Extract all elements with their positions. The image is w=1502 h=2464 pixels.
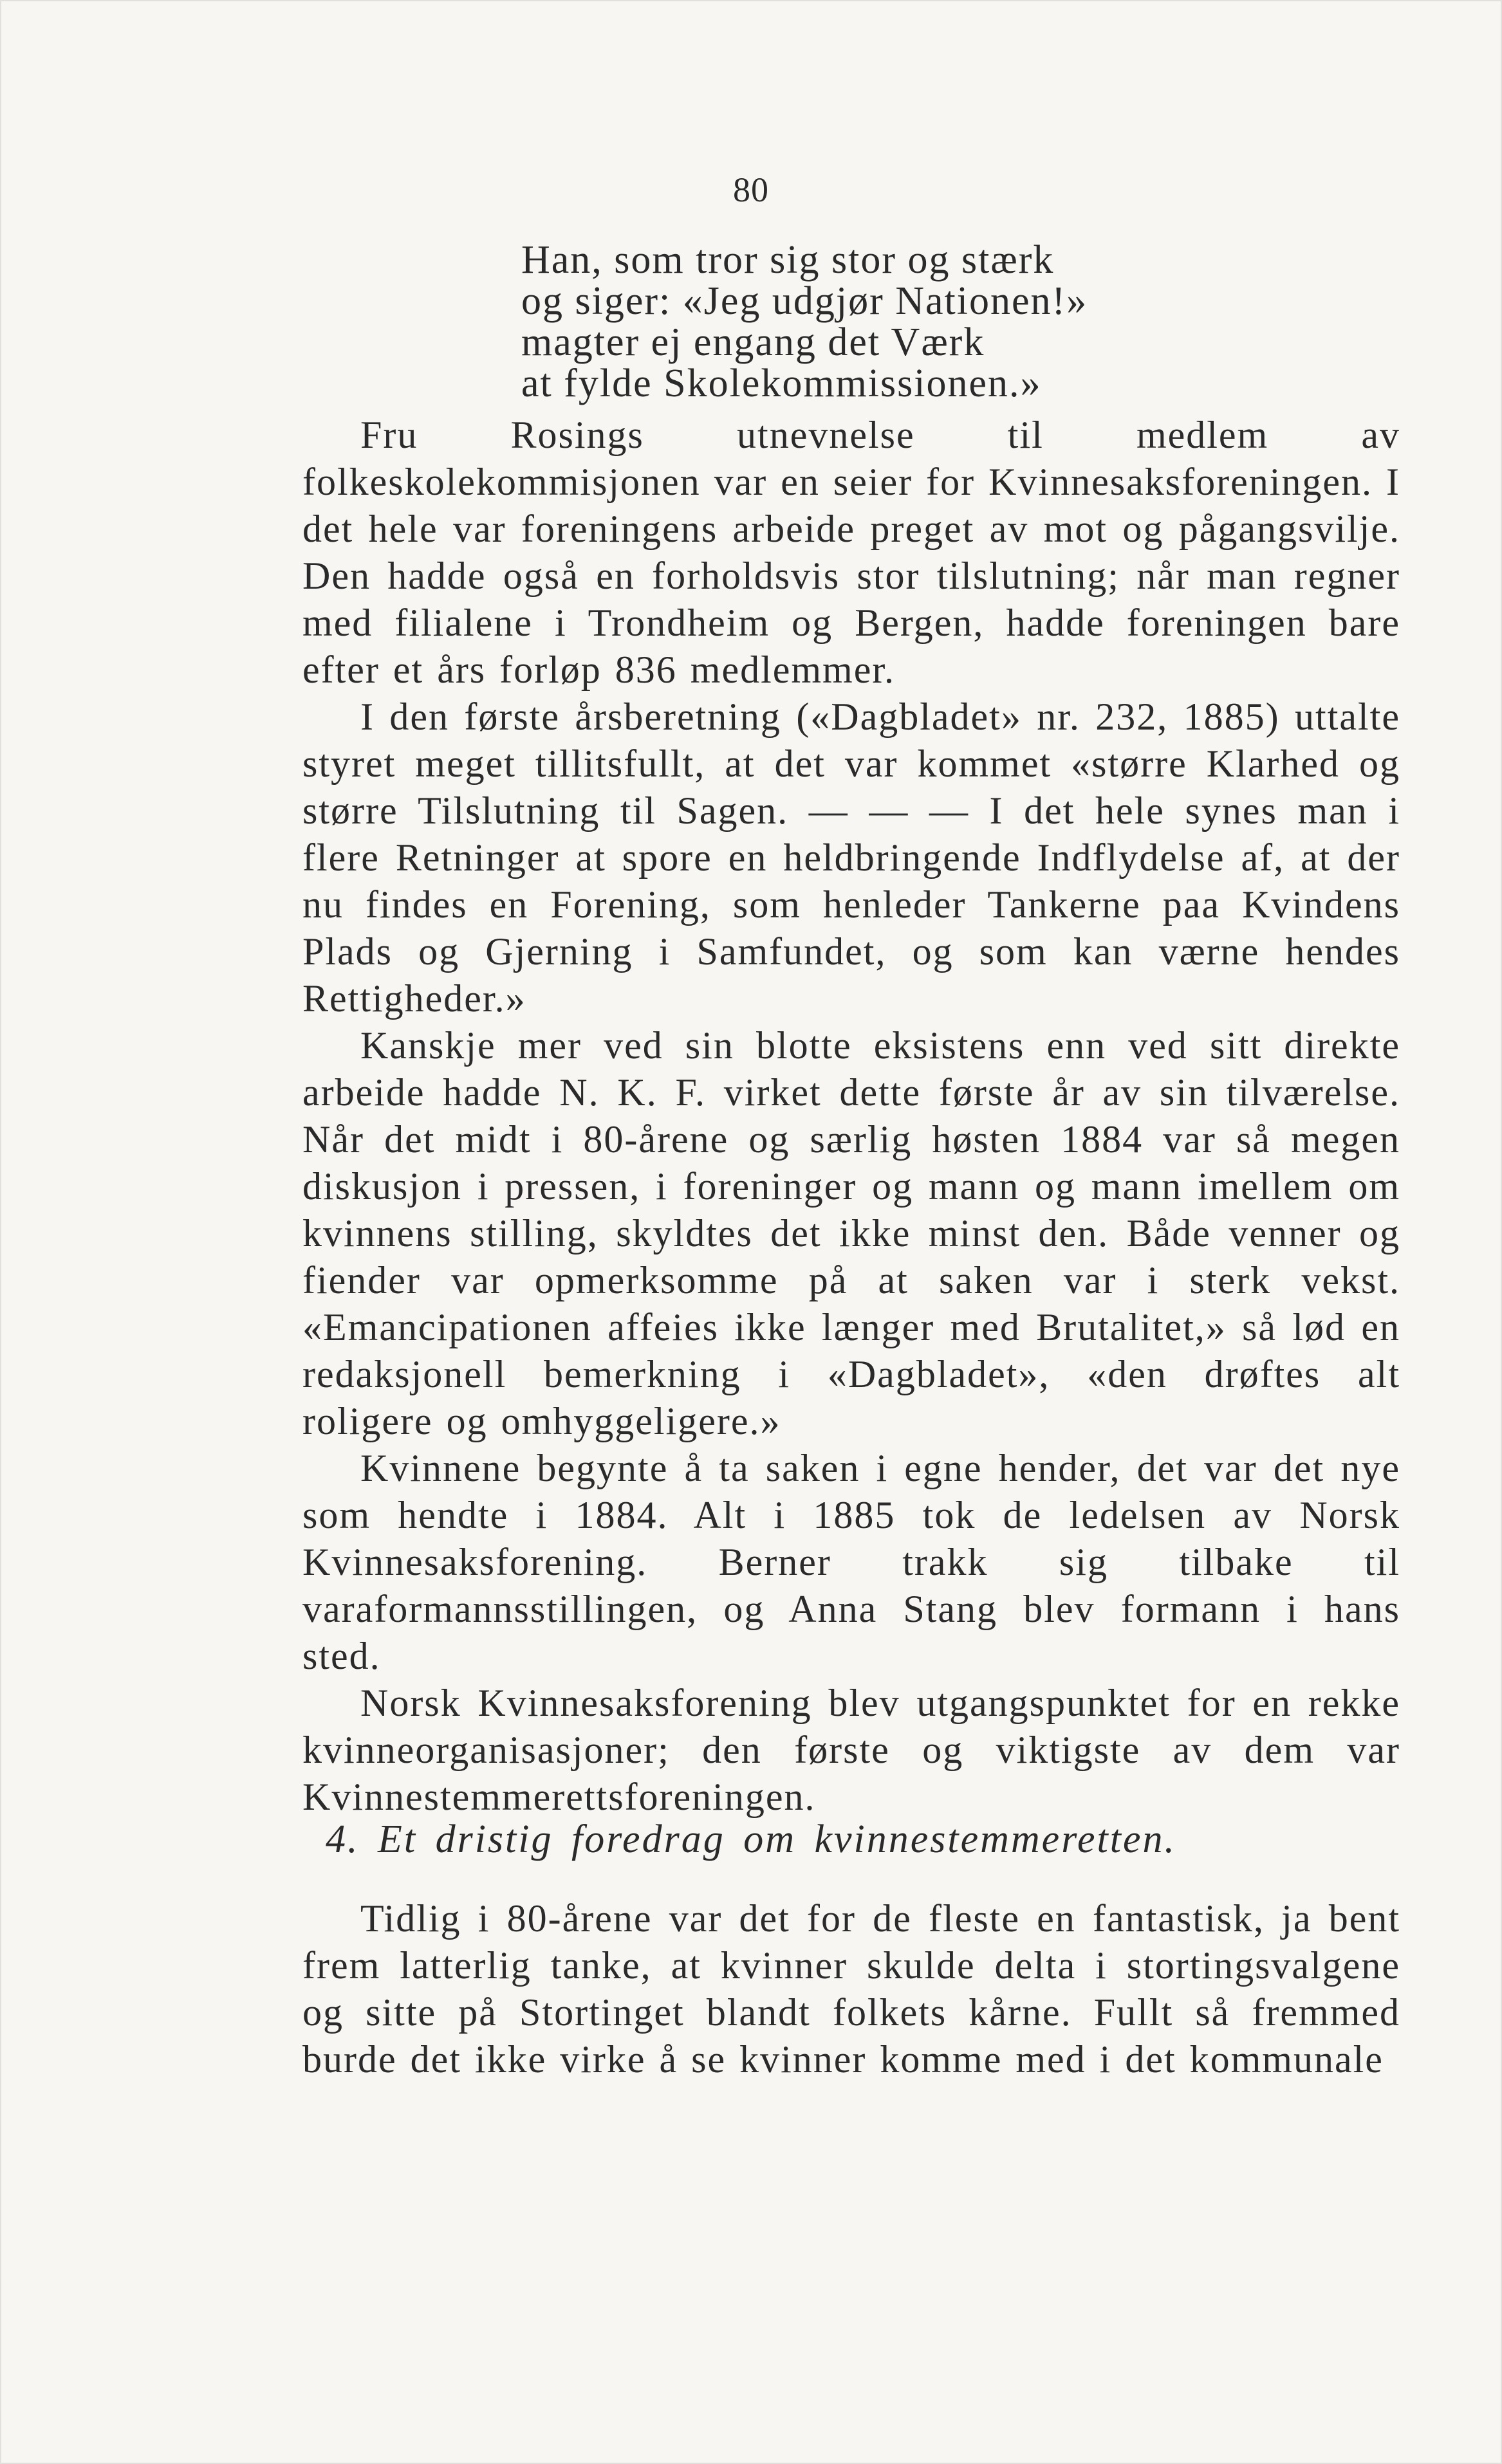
page-number: 80 [733,170,769,209]
quoted-poem [521,239,1088,404]
section-heading: 4. Et dristig foredrag om kvinnestemmeretten. [325,1817,1177,1861]
paragraph: Norsk Kvinnesaksforening blev utgangspunktet for en rekke kvinneorganisasjoner; den første og viktigste av dem var Kvinnestemmerettsforeningen. [302,1682,1400,1818]
main-text-block [302,412,1400,1821]
paragraph: Kanskje mer ved sin blotte eksistens enn ved sitt direkte arbeide hadde N. K. F. virket dette første år av sin tilværelse. Når det midt i 80-årene og særlig høsten 1884 var så megen diskusjon i pressen, i foreninger og mann og mann imellem om kvinnens stilling, skyldtes det ikke minst den. Både venner og fiender var opmerksomme på at saken var i sterk vekst. «Emancipationen affeies ikke længer med Brutalitet,» så lød en redaksjonell bemerkning i «Dagbladet», «den drøftes alt roligere og omhyggeligere.» [302,1024,1400,1442]
section-text-block [302,1895,1400,2083]
paragraph: Fru Rosings utnevnelse til medlem av folkeskolekommisjonen var en seier for Kvinnesaksforeningen. I det hele var foreningens arbeide preget av mot og pågangsvilje. Den hadde også en forholdsvis stor tilslutning; når man regner med filialene i Trondheim og Bergen, hadde foreningen bare efter et års forløp 836 medlemmer. [302,414,1400,691]
poem-line: at fylde Skolekommissionen.» [521,362,1042,405]
poem-line: og siger: «Jeg udgjør Nationen!» [521,279,1088,323]
paragraph: I den første årsberetning («Dagbladet» nr. 232, 1885) uttalte styret meget tillitsfullt, at det var kommet «større Klarhed og større Tilslutning til Sagen. — — — I det hele synes man i flere Retninger at spore en heldbringende Indflydelse af, at der nu findes en Forening, som henleder Tankerne paa Kvindens Plads og Gjerning i Samfundet, og som kan værne hendes Rettigheder.» [302,695,1400,1020]
paragraph: Tidlig i 80-årene var det for de fleste en fantastisk, ja bent frem latterlig tanke, at kvinner skulde delta i stortingsvalgene og sitte på Stortinget blandt folkets kårne. Fullt så fremmed burde det ikke virke å se kvinner komme med i det kommunale [302,1897,1400,2081]
poem-line: Han, som tror sig stor og stærk [521,238,1055,282]
paragraph: Kvinnene begynte å ta saken i egne hender, det var det nye som hendte i 1884. Alt i 1885 tok de ledelsen av Norsk Kvinnesaksforening. Berner trakk sig tilbake til varaformannsstillingen, og Anna Stang blev formann i hans sted. [302,1447,1400,1677]
poem-line: magter ej engang det Værk [521,320,985,364]
